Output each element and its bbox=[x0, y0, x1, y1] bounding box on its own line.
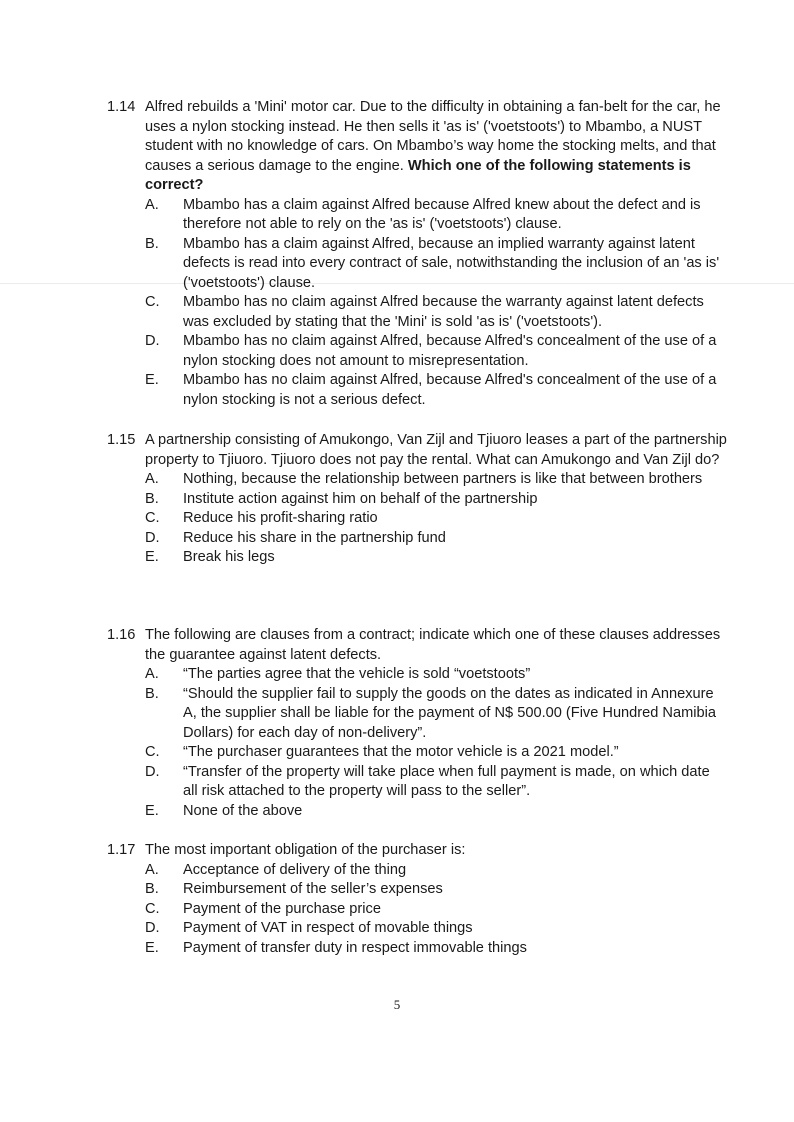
question-instruction: Which one of the following statements is correct? bbox=[145, 157, 691, 193]
option-letter: D. bbox=[145, 529, 160, 546]
answer-option bbox=[107, 509, 727, 529]
option-letter: C. bbox=[145, 510, 160, 526]
option-text: Break his legs bbox=[183, 549, 275, 565]
answer-option bbox=[107, 490, 727, 510]
option-text: “The parties agree that the vehicle is sold “voetstoots” bbox=[183, 666, 531, 682]
question-block bbox=[107, 626, 727, 821]
option-letter: D. bbox=[145, 763, 160, 780]
option-text: Mbambo has no claim against Alfred, because Alfred's concealment of the use of a nylon stocking does not amount to misrepresentation. bbox=[183, 333, 717, 369]
question-text: A partnership consisting of Amukongo, Van Zijl and Tjiuoro leases a part of the partnership property to Tjiuoro. Tjiuoro does not pay the rental. What can Amukongo and Van Zijl do? bbox=[145, 432, 727, 468]
question-stem bbox=[107, 626, 727, 665]
option-letter: A. bbox=[145, 861, 159, 878]
option-letter: A. bbox=[145, 471, 159, 487]
option-letter: E. bbox=[145, 802, 159, 819]
option-text: Reimbursement of the seller’s expenses bbox=[183, 881, 443, 897]
option-letter: A. bbox=[145, 196, 159, 213]
option-text: Institute action against him on behalf of the partnership bbox=[183, 490, 538, 507]
answer-option bbox=[107, 880, 727, 900]
option-letter: C. bbox=[145, 294, 160, 310]
question-block bbox=[107, 841, 727, 958]
answer-option bbox=[107, 802, 727, 822]
answer-option bbox=[107, 548, 727, 568]
option-text: Reduce his profit-sharing ratio bbox=[183, 510, 378, 526]
question-number: 1.15 bbox=[107, 432, 136, 448]
option-letter: A. bbox=[145, 666, 159, 682]
answer-option bbox=[107, 900, 727, 920]
option-letter: B. bbox=[145, 881, 159, 897]
question-stem bbox=[107, 841, 727, 861]
option-letter: B. bbox=[145, 235, 159, 252]
answer-option bbox=[107, 685, 727, 744]
page-number: 5 bbox=[393, 997, 401, 1012]
option-text: Payment of VAT in respect of movable things bbox=[183, 920, 473, 936]
question-number: 1.14 bbox=[107, 99, 136, 115]
answer-option bbox=[107, 919, 727, 939]
question-text: The most important obligation of the purchaser is: bbox=[145, 842, 466, 858]
option-text: Mbambo has no claim against Alfred because the warranty against latent defects was excluded by stating that the 'Mini' is sold 'as is' ('voetstoots'). bbox=[183, 294, 704, 330]
question-stem bbox=[107, 431, 727, 470]
option-text: Nothing, because the relationship between partners is like that between brothers bbox=[183, 471, 703, 487]
option-letter: E. bbox=[145, 939, 159, 956]
option-letter: D. bbox=[145, 333, 160, 349]
option-text: Payment of the purchase price bbox=[183, 900, 381, 917]
option-letter: E. bbox=[145, 372, 159, 388]
answer-option bbox=[107, 861, 727, 881]
option-letter: C. bbox=[145, 900, 160, 917]
question-block bbox=[107, 98, 727, 410]
question-block bbox=[107, 431, 727, 568]
answer-option bbox=[107, 332, 727, 371]
question-number: 1.16 bbox=[107, 627, 136, 643]
question-stem bbox=[107, 98, 727, 196]
option-letter: E. bbox=[145, 549, 159, 565]
answer-option bbox=[107, 529, 727, 549]
answer-option bbox=[107, 743, 727, 763]
question-text: The following are clauses from a contract; indicate which one of these clauses addresses the guarantee against latent defects. bbox=[145, 627, 721, 663]
question-number: 1.17 bbox=[107, 842, 136, 858]
answer-option bbox=[107, 665, 727, 685]
option-letter: D. bbox=[145, 920, 160, 936]
answer-option bbox=[107, 939, 727, 959]
answer-option bbox=[107, 235, 727, 294]
option-text: “The purchaser guarantees that the motor vehicle is a 2021 model.” bbox=[183, 744, 619, 760]
option-text: “Transfer of the property will take place when full payment is made, on which date all risk attached to the property will pass to the seller”. bbox=[183, 763, 710, 799]
answer-option bbox=[107, 470, 727, 490]
option-text: “Should the supplier fail to supply the goods on the dates as indicated in Annexure A, the supplier shall be liable for the payment of N$ 500.00 (Five Hundred Namibia Dollars) for each day of non-delivery”. bbox=[183, 685, 716, 741]
answer-option bbox=[107, 196, 727, 235]
option-text: Acceptance of delivery of the thing bbox=[183, 861, 407, 878]
option-text: Payment of transfer duty in respect immovable things bbox=[183, 939, 527, 956]
option-text: Mbambo has no claim against Alfred, because Alfred's concealment of the use of a nylon stocking is not a serious defect. bbox=[183, 372, 717, 408]
answer-option bbox=[107, 293, 727, 332]
option-text: None of the above bbox=[183, 802, 303, 819]
option-letter: B. bbox=[145, 490, 159, 507]
option-text: Mbambo has a claim against Alfred because Alfred knew about the defect and is therefore not able to rely on the 'as is' ('voetstoots') clause. bbox=[183, 196, 701, 232]
option-letter: B. bbox=[145, 685, 159, 702]
option-text: Mbambo has a claim against Alfred, because an implied warranty against latent defects is read into every contract of sale, notwithstanding the inclusion of an 'as is' ('voetstoots') clause. bbox=[183, 235, 720, 291]
option-text: Reduce his share in the partnership fund bbox=[183, 529, 446, 546]
option-letter: C. bbox=[145, 744, 160, 760]
question-text: Alfred rebuilds a 'Mini' motor car. Due to the difficulty in obtaining a fan-belt for the car, he uses a nylon stocking instead. He then sells it 'as is' ('voetstoots') to Mbambo, a NUST student with no knowledge of cars. On Mbambo’s way home the stocking melts, and that causes a serious damage to the engine. bbox=[145, 99, 721, 174]
answer-option bbox=[107, 371, 727, 410]
answer-option bbox=[107, 763, 727, 802]
